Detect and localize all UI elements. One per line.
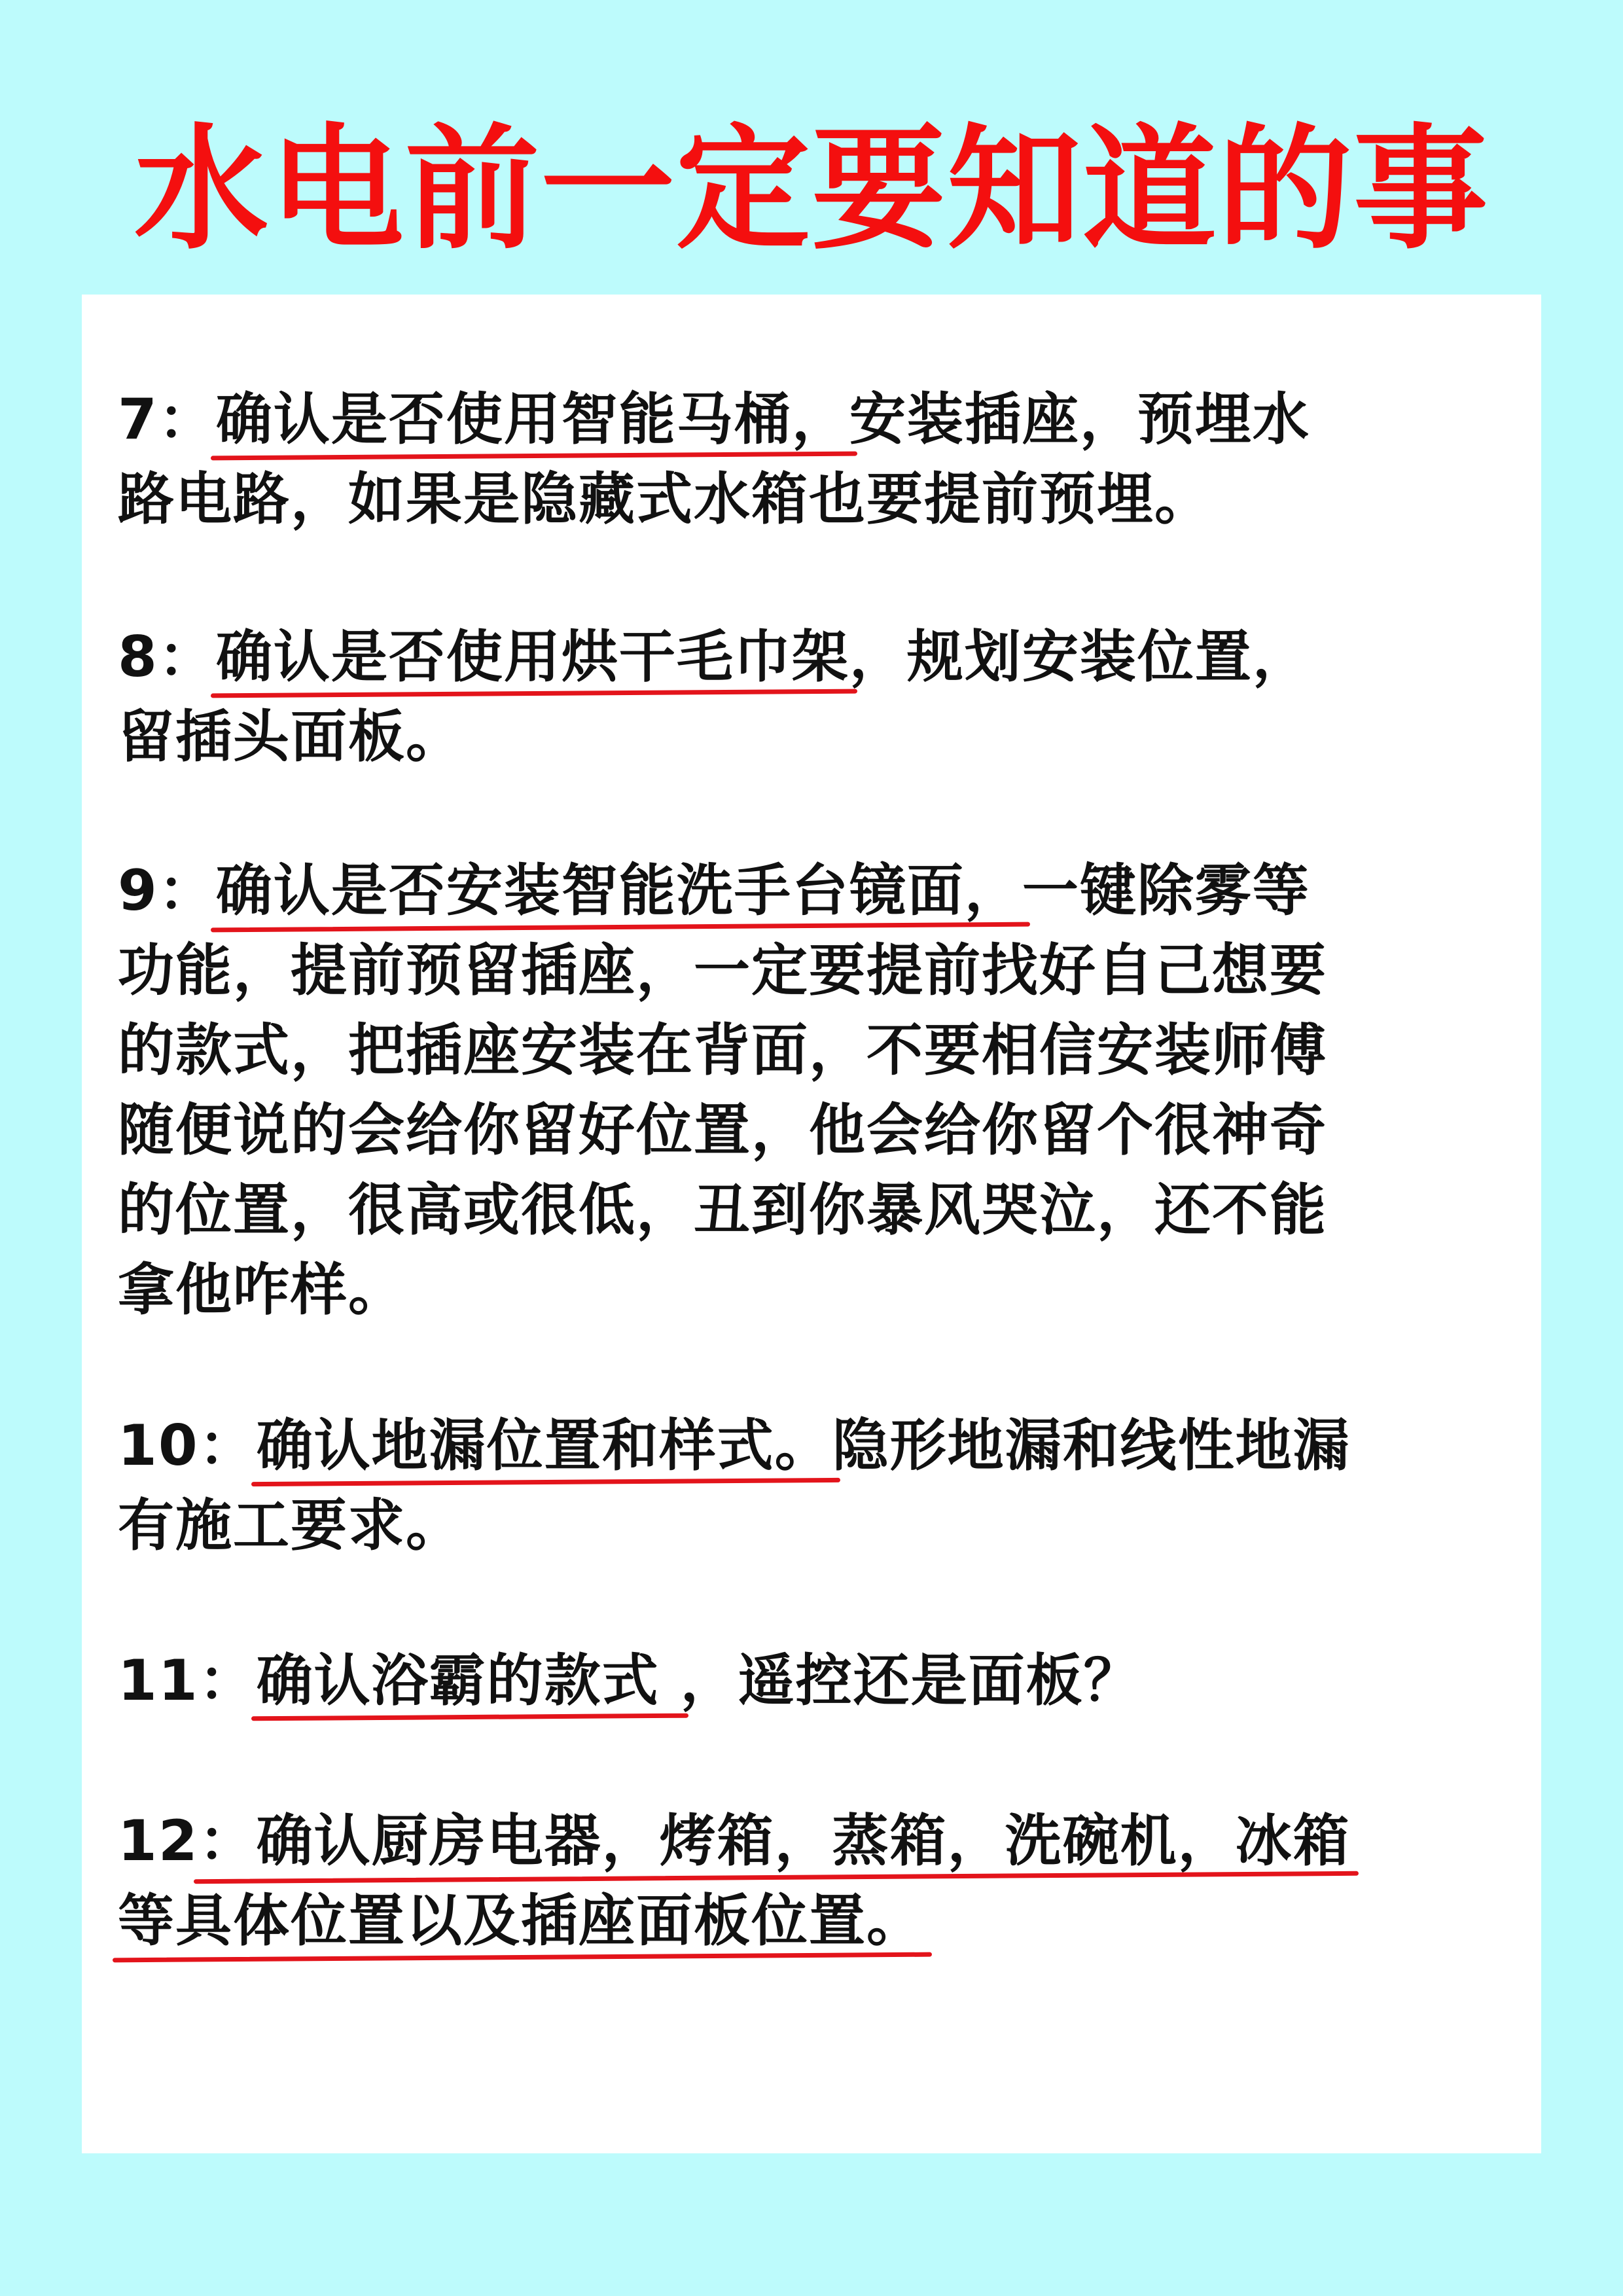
item-text: ，遥控还是面板？ xyxy=(680,1648,1141,1713)
item-line xyxy=(118,1641,1525,1721)
item-line xyxy=(118,851,1525,931)
item-text: ，规划安装位置， xyxy=(849,624,1310,690)
item-line: 拿他咋样。 xyxy=(118,1257,406,1323)
item-line: 功能，提前预留插座，一定要提前找好自己想要 xyxy=(118,938,1327,1003)
list-item xyxy=(118,1641,1525,1721)
highlighted-text: 等具体位置以及插座面板位置。 xyxy=(118,1881,924,1961)
list-item xyxy=(118,380,1525,539)
item-text: 一键除雾等 xyxy=(1022,858,1310,924)
highlighted-text: ：确认厨房电器，烤箱，蒸箱，洗碗机，冰箱 xyxy=(199,1801,1351,1881)
item-line xyxy=(118,1801,1525,1881)
highlighted-text: 确认是否安装智能洗手台镜面， xyxy=(216,851,1022,931)
highlighted-text: 确认地漏位置和样式。 xyxy=(257,1406,832,1486)
page-title: 水电前一定要知道的事 xyxy=(134,112,1489,268)
item-text: 隐形地漏和线性地漏 xyxy=(832,1413,1351,1479)
highlighted-text: 确认是否使用烘干毛巾架 xyxy=(216,617,849,697)
item-text: 安装插座，预埋水 xyxy=(849,387,1310,452)
item-number: 9： xyxy=(118,858,216,924)
item-line: 留插头面板。 xyxy=(118,704,463,770)
item-line xyxy=(118,617,1525,697)
item-number: 7： xyxy=(118,387,216,452)
item-line: 随便说的会给你留好位置，他会给你留个很神奇 xyxy=(118,1098,1327,1163)
item-line xyxy=(118,1406,1525,1486)
item-line: 路电路，如果是隐藏式水箱也要提前预埋。 xyxy=(118,467,1212,532)
item-number: 11： xyxy=(118,1648,257,1713)
item-line: 有施工要求。 xyxy=(118,1493,463,1558)
item-line xyxy=(118,1881,1525,1961)
item-line: 的位置，很高或很低，丑到你暴风哭泣，还不能 xyxy=(118,1177,1327,1243)
item-number: 8： xyxy=(118,624,216,690)
list-item xyxy=(118,1406,1525,1566)
content-card xyxy=(82,295,1541,2153)
item-line: 的款式，把插座安装在背面，不要相信安装师傅 xyxy=(118,1018,1327,1083)
highlighted-text: 确认浴霸的款式 xyxy=(257,1641,681,1721)
list-item xyxy=(118,851,1525,1330)
item-number: 12 xyxy=(118,1808,199,1874)
highlighted-text: 确认是否使用智能马桶， xyxy=(216,380,849,459)
item-line xyxy=(118,380,1525,459)
list-item xyxy=(118,617,1525,777)
list-item xyxy=(118,1801,1525,1961)
item-number: 10： xyxy=(118,1413,257,1479)
